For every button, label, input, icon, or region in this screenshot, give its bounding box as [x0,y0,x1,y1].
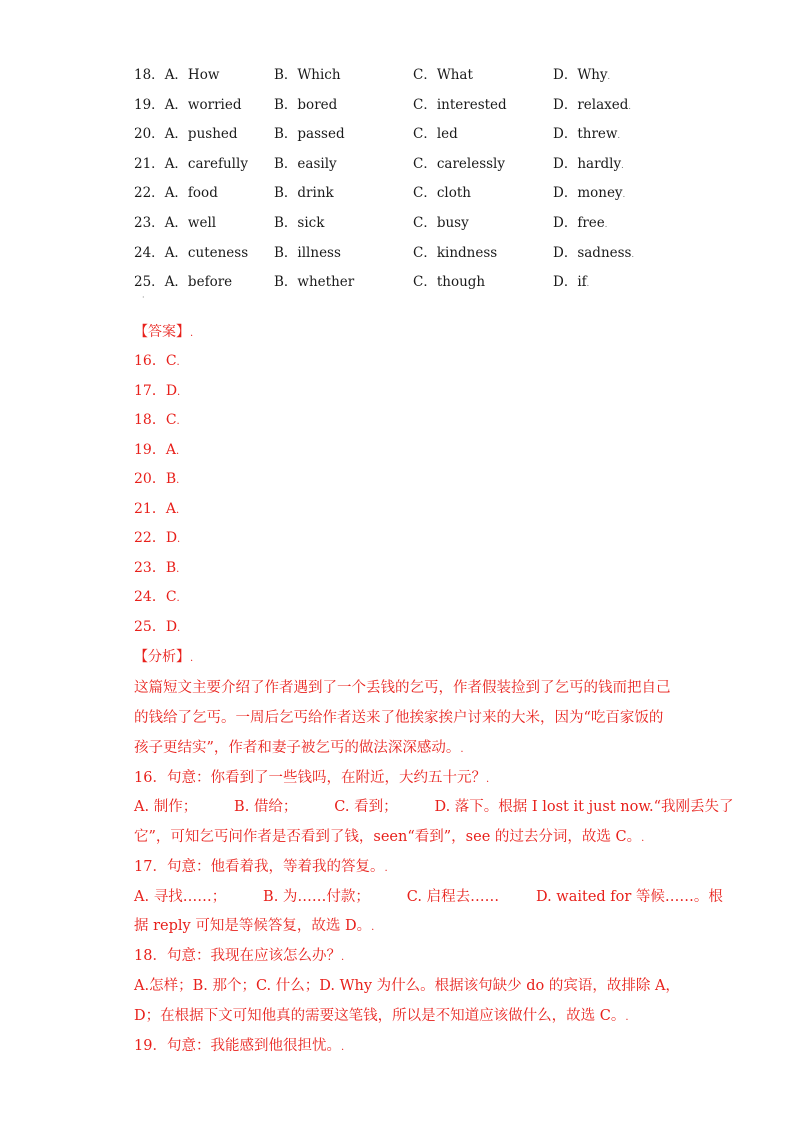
option-text: B．drink [274,185,334,202]
option-text: C．carelessly [413,155,505,172]
option-text: A．cuteness [164,244,249,261]
option-c [413,152,505,172]
option-row [0,93,800,115]
q16-line1: A. 制作； B. 借给； C. 看到； D. 落下。根据 I lost it just now.“我刚丢失了 [134,799,734,815]
option-text: D．threw [553,126,618,143]
option-text: D．if [553,274,587,291]
option-c [413,241,497,261]
answer-item: 19．A. [134,441,180,458]
option-a [134,270,232,290]
option-d: D．Why. [553,67,611,83]
option-text: C．kindness [413,244,498,261]
option-row [0,152,800,174]
option-c [413,270,485,290]
option-text: A．pushed [164,126,238,143]
option-b [274,211,324,231]
option-text: D．money [553,185,623,202]
option-b [274,152,337,172]
answer-header-text: 【答案】 [134,324,190,340]
option-row [0,270,800,292]
analysis-header: 【分析】. [134,649,194,665]
q18-line1: A.怎样；B. 那个；C. 什么；D. Why 为什么。根据该句缺少 do 的宾语，故排除 A， [134,978,680,994]
summary-line-3: 孩子更结实”，作者和妻子被乞丐的做法深深感动。. [134,740,464,756]
option-text: A．food [164,185,218,202]
option-text: A．well [164,215,217,231]
answer-item: 23．B. [134,559,180,576]
question-number: 22． [134,185,165,202]
option-d: D．if. [553,274,590,291]
option-d: D．threw. [553,126,620,143]
option-b [274,241,341,261]
option-row [0,63,800,85]
q18-line2: D；在根据下文可知他真的需要这笔钱，所以是不知道应该做什么，故选 C。. [134,1008,629,1024]
option-text: B．passed [274,126,345,143]
option-text: C．interested [413,96,507,113]
summary-line-2: 的钱给了乞丐。一周后乞丐给作者送来了他挨家挨户讨来的大米，因为“吃百家饭的 [134,710,664,726]
option-text: C．led [413,126,458,143]
question-number: 20． [134,126,165,143]
option-d: D．free. [553,215,608,231]
option-text: A．worried [164,96,242,113]
option-text: B．easily [274,155,337,172]
question-number: 25． [134,274,165,291]
question-number: 19． [134,96,165,113]
answer-item: 16．C. [134,353,180,369]
answer-item: 17．D. [134,382,181,399]
option-c [413,211,469,231]
q17-line2: 据 reply 可知是等候答复，故选 D。. [134,918,375,934]
option-text: B．sick [274,215,325,231]
option-b [274,93,337,113]
option-text: C．though [413,274,486,291]
answer-item: 22．D. [134,530,181,546]
option-b [274,63,341,83]
option-b [274,122,345,142]
option-a [134,122,238,142]
option-text: C．cloth [413,185,471,202]
option-a [134,152,248,172]
question-number: 18． [134,67,165,83]
option-text: D．free [553,215,605,231]
option-d: D．hardly. [553,155,624,172]
option-text: C．What [413,67,473,83]
question-number: 21． [134,155,165,172]
option-text: D．Why [553,67,608,83]
paragraph-mark: · [142,293,145,302]
q17-line1: A. 寻找……； B. 为……付款； C. 启程去…… D. waited for 等候……。根 [134,889,723,905]
option-text: B．Which [274,67,341,83]
answer-item: 24．C. [134,589,180,605]
answer-item: 25．D. [134,618,181,635]
option-d: D．sadness. [553,244,635,261]
option-text: A．carefully [164,155,248,172]
option-b [274,270,354,290]
option-c [413,93,507,113]
q18-title: 18．句意：我现在应该怎么办？. [134,948,345,964]
option-d: D．relaxed. [553,96,631,113]
answer-item: 21．A. [134,500,180,517]
option-c [413,63,473,83]
q16-title: 16．句意：你看到了一些钱吗，在附近，大约五十元？. [134,770,490,786]
summary-line-1: 这篇短文主要介绍了作者遇到了一个丢钱的乞丐，作者假装捡到了乞丐的钱而把自己 [134,680,671,696]
option-c [413,181,471,201]
option-text: C．busy [413,215,469,231]
q16-line2: 它”，可知乞丐问作者是否看到了钱，seen“看到”，see 的过去分词，故选 C。. [134,829,645,845]
option-text: D．hardly [553,155,622,172]
option-row [0,181,800,203]
option-text: A．before [164,274,233,291]
answer-item: 18．C. [134,412,180,428]
option-a [134,241,248,261]
option-text: D．sadness [553,244,632,261]
option-row [0,211,800,233]
question-number: 23． [134,215,165,231]
option-text: B．whether [274,274,355,291]
option-a [134,181,218,201]
option-a [134,93,241,113]
option-text: B．illness [274,244,341,261]
answer-item: 20．B. [134,471,180,487]
option-a [134,211,216,231]
option-text: B．bored [274,96,338,113]
q17-title: 17．句意：他看着我，等着我的答复。. [134,859,388,875]
answer-header: 【答案】. [134,324,194,340]
option-b [274,181,334,201]
option-text: D．relaxed [553,96,629,113]
option-row [0,241,800,263]
q19-title: 19．句意：我能感到他很担忧。. [134,1038,345,1054]
option-c [413,122,458,142]
question-number: 24． [134,244,165,261]
analysis-header-text: 【分析】 [134,649,190,665]
option-a [134,63,219,83]
option-text: A．How [164,67,220,83]
option-row [0,122,800,144]
option-d: D．money. [553,185,626,202]
